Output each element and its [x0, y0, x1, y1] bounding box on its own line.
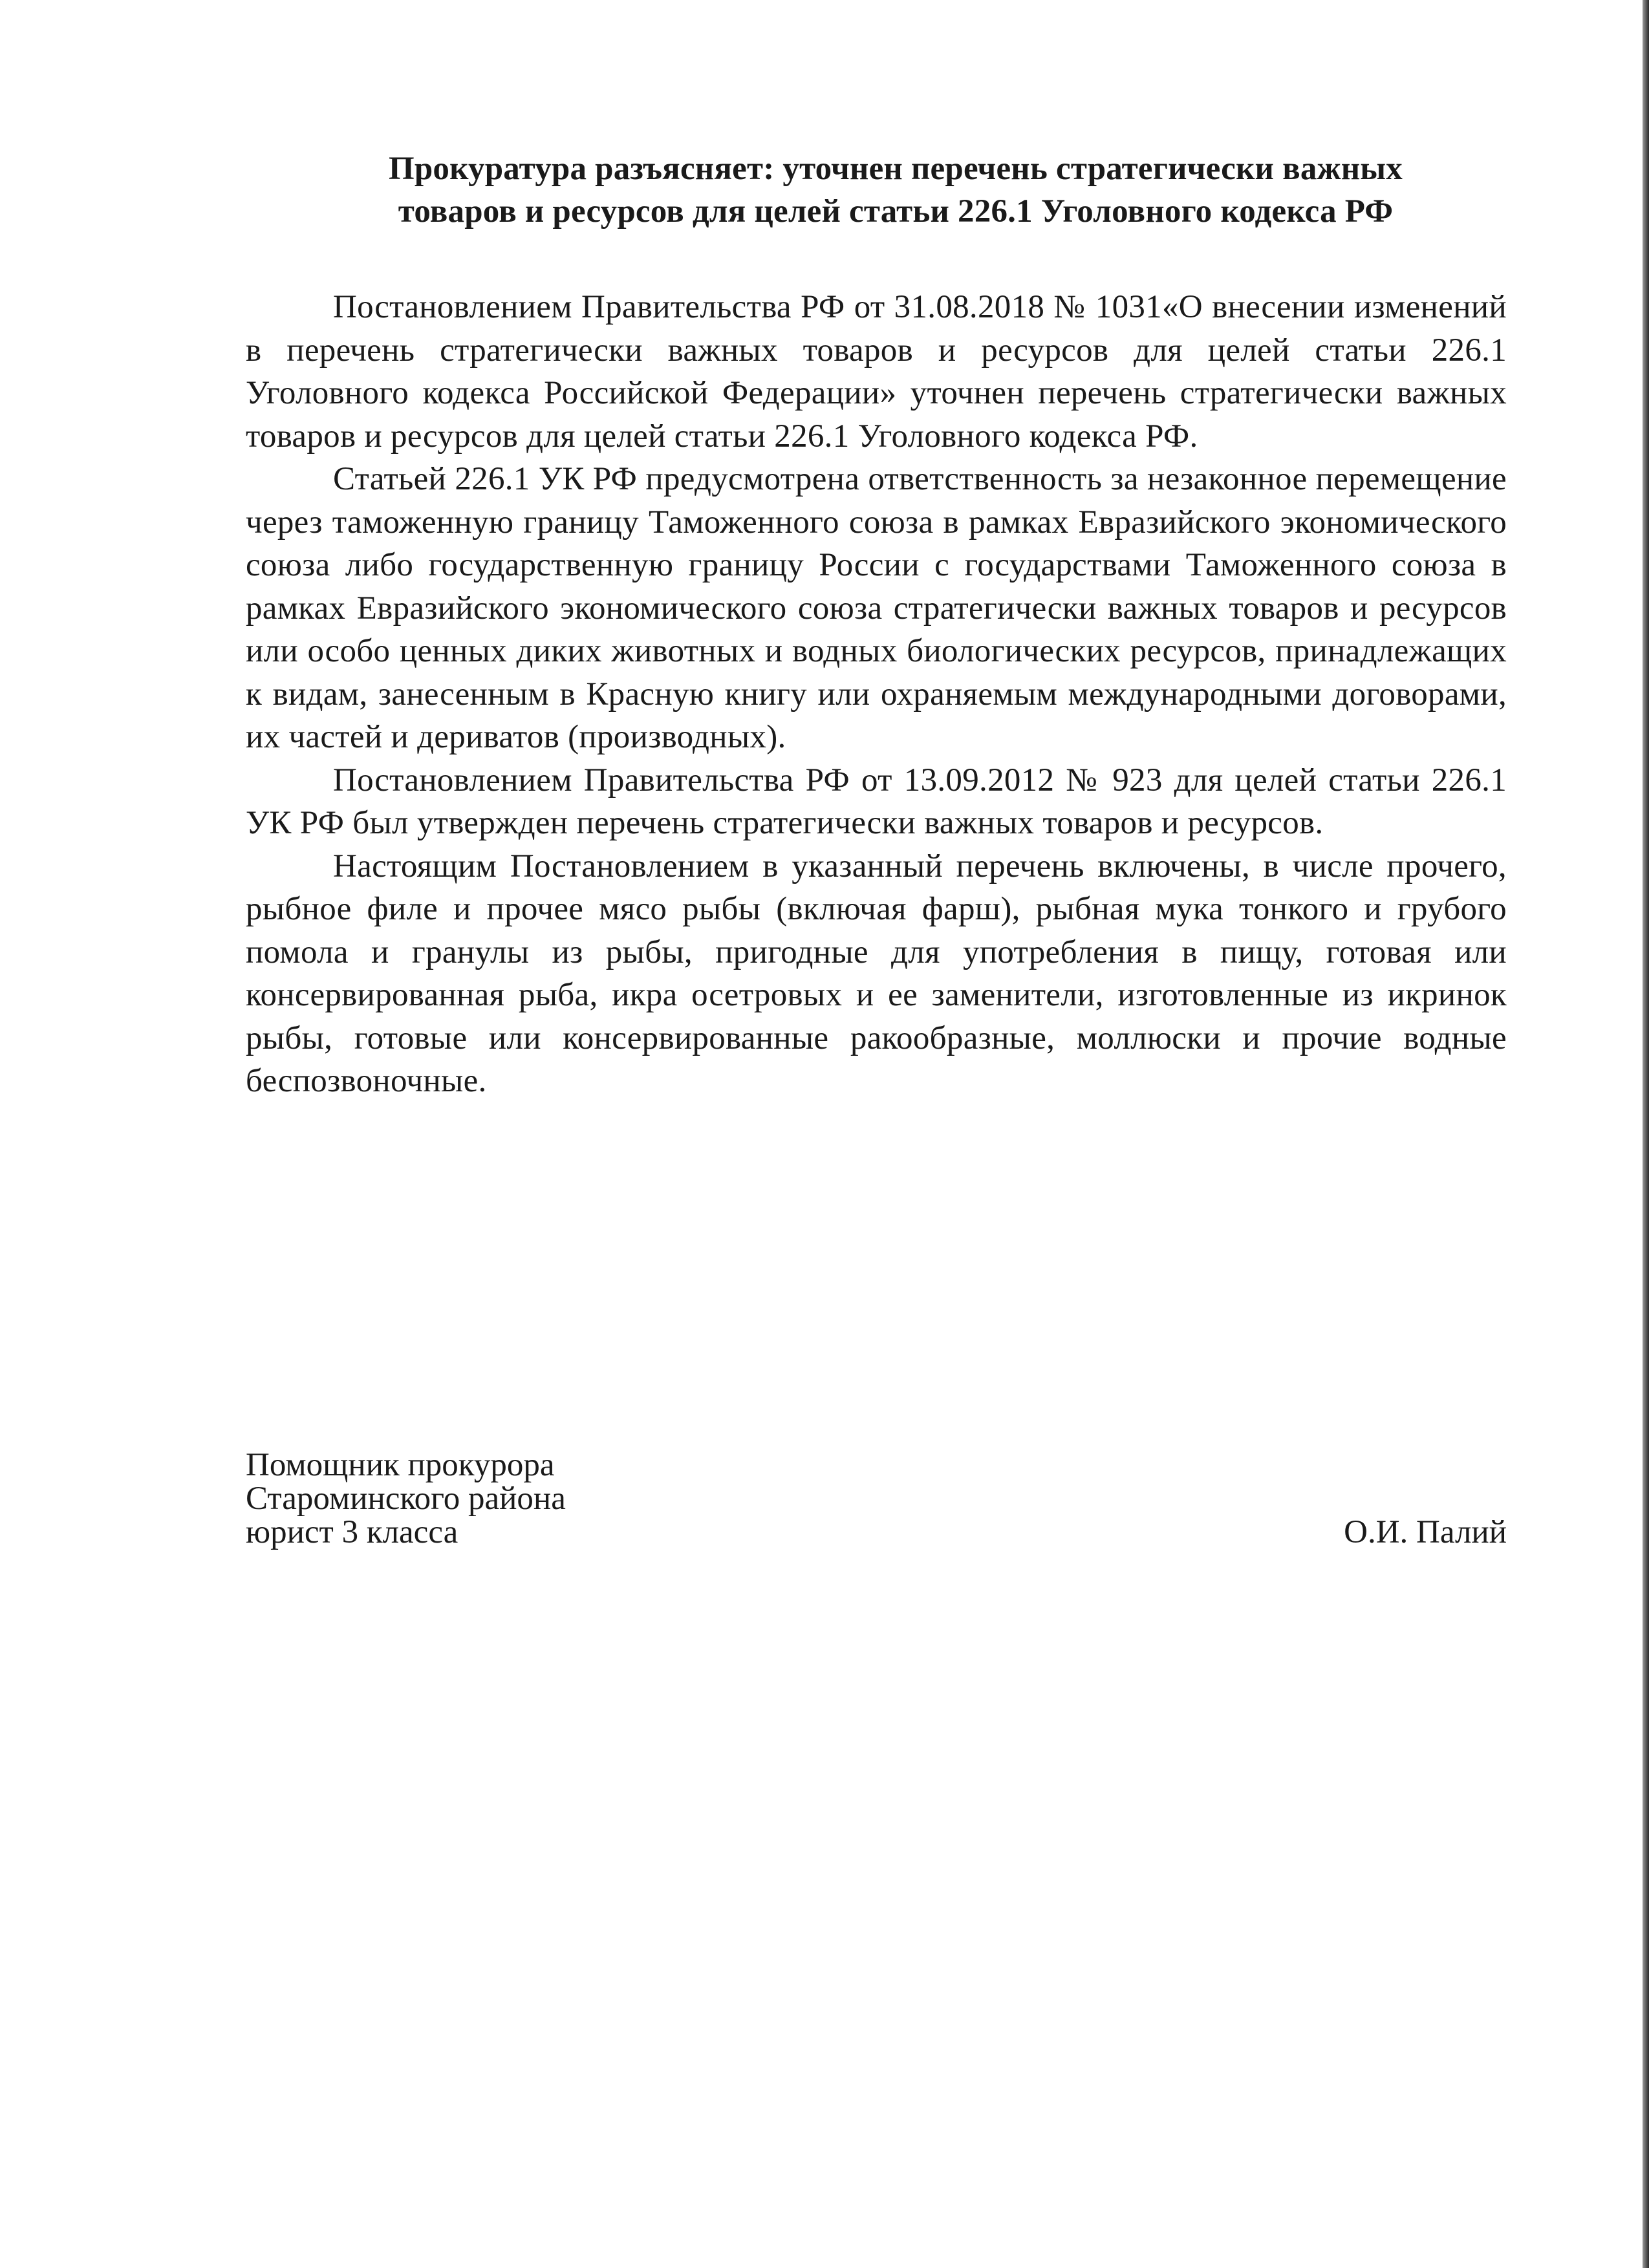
position-line: Помощник прокурора — [246, 1447, 555, 1483]
signatory-position — [246, 1448, 566, 1549]
paragraph: Настоящим Постановлением в указанный перечень включены, в числе прочего, рыбное филе и прочее мясо рыбы (включая фарш), рыбная мука тонкого и грубого помола и гранулы из рыбы, пригодные для употребления в пищу, готовая или консервированная рыба, икра осетровых и ее заменители, изготовленные из икринок рыбы, готовые или консервированные ракообразные, моллюски и прочие водные беспозвоночные. — [246, 848, 1507, 1099]
title-line: Прокуратура разъясняет: уточнен перечень стратегически важных — [389, 151, 1403, 187]
signature-block — [246, 1448, 1507, 1584]
title-line: товаров и ресурсов для целей статьи 226.1 Уголовного кодекса РФ — [398, 193, 1394, 230]
paragraph: Статьей 226.1 УК РФ предусмотрена ответственность за незаконное перемещение через таможенную границу Таможенного союза в рамках Евразийского экономического союза либо государственную границу России с государствами Таможенного союза в рамках Евразийского экономического союза стратегически важных товаров и ресурсов или особо ценных диких животных и водных биологических ресурсов, принадлежащих к видам, занесенным в Красную книгу или охраняемым международными договорами, их частей и дериватов (производных). — [246, 461, 1507, 755]
position-line: Староминского района — [246, 1481, 566, 1517]
position-line: юрист 3 класса — [246, 1514, 458, 1550]
paragraph: Постановлением Правительства РФ от 31.08.2018 № 1031«О внесении изменений в перечень стратегически важных товаров и ресурсов для целей статьи 226.1 Уголовного кодекса Российской Федерации» уточнен перечень стратегически важных товаров и ресурсов для целей статьи 226.1 Уголовного кодекса РФ. — [246, 289, 1507, 455]
scan-edge — [1643, 0, 1649, 2268]
signatory-name: О.И. Палий — [1344, 1514, 1507, 1550]
paragraph: Постановлением Правительства РФ от 13.09.2012 № 923 для целей статьи 226.1 УК РФ был утвержден перечень стратегически важных товаров и ресурсов. — [246, 762, 1507, 841]
document-page — [246, 147, 1507, 1550]
document-title — [246, 147, 1507, 233]
document-body — [246, 286, 1507, 1103]
